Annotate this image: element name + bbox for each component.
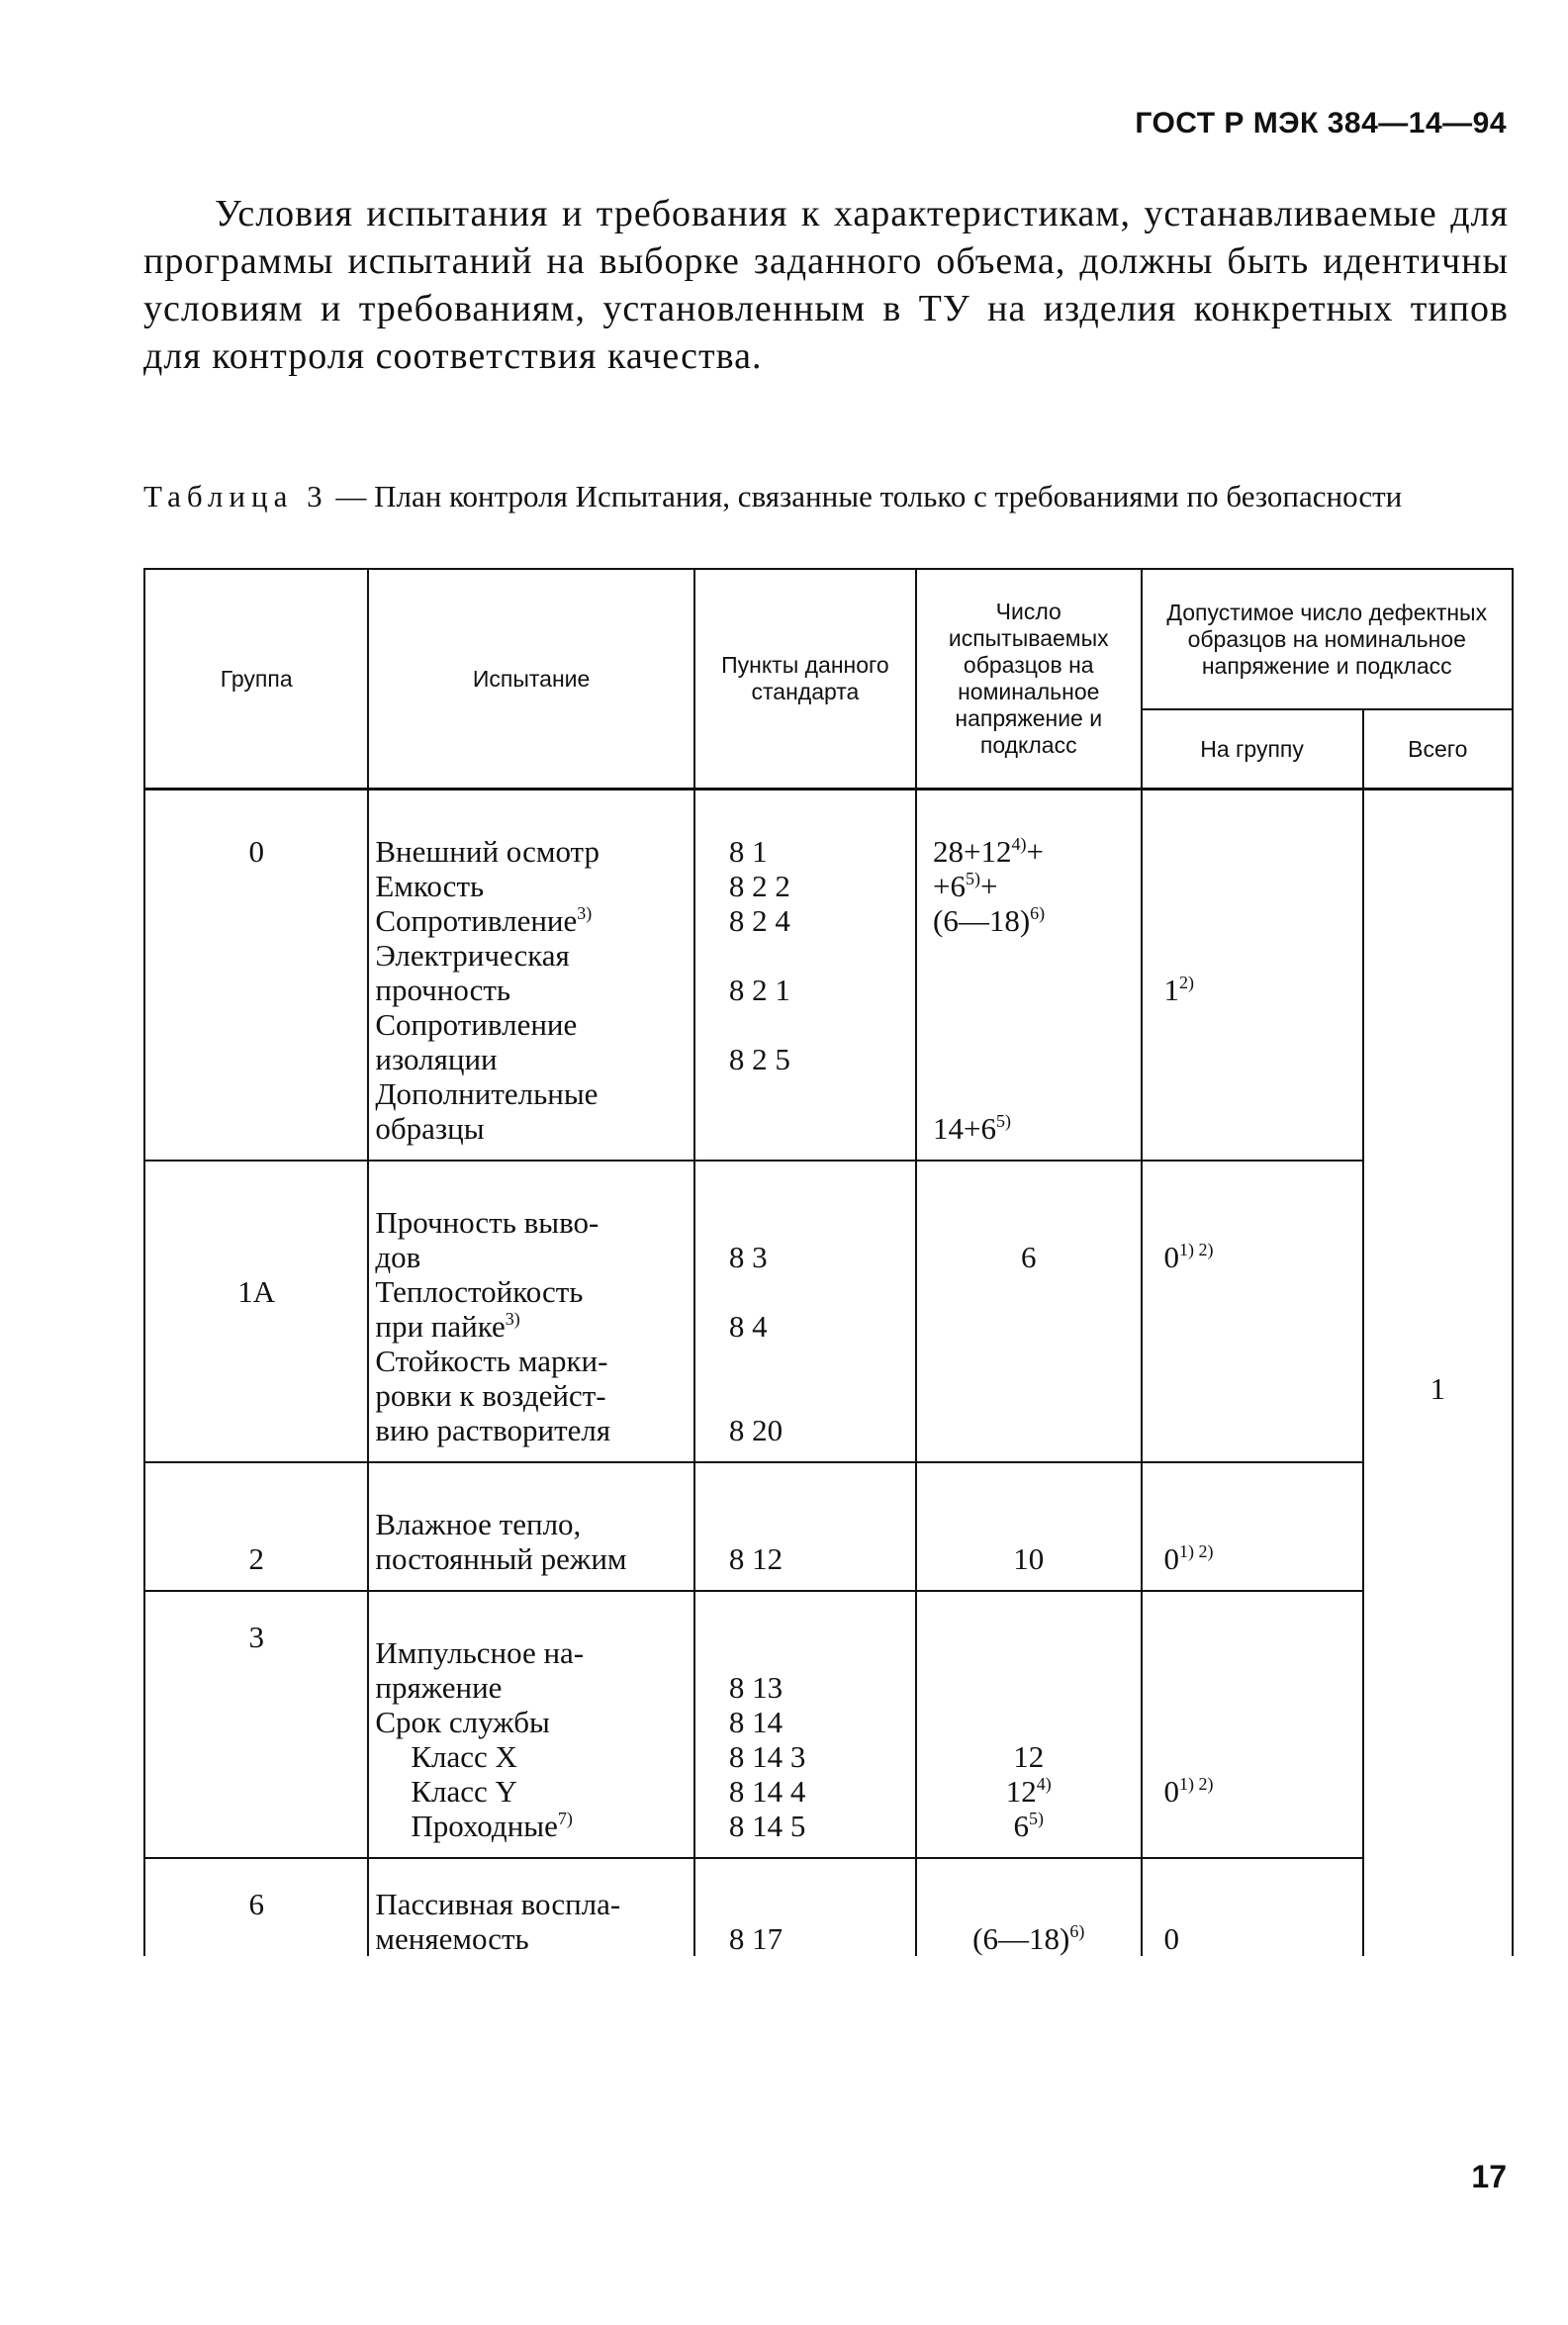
count-line: 6$^{5)}$ bbox=[1013, 1809, 1044, 1843]
test-line: Срок службы bbox=[375, 1705, 550, 1739]
header-sample-count: Число испытываемых образцов на номинальное напряжение и подкласс bbox=[916, 569, 1142, 790]
group-cell bbox=[144, 1591, 368, 1858]
group-cell bbox=[144, 1462, 368, 1591]
page-number: 17 bbox=[1471, 2159, 1507, 2194]
count-line: 12 bbox=[1013, 1739, 1045, 1774]
header-test: Испытание bbox=[368, 569, 693, 790]
footnote-ref: 1) 2) bbox=[1179, 1240, 1214, 1259]
defects-total-cell bbox=[1363, 790, 1513, 1957]
test-line: вию растворителя bbox=[375, 1413, 611, 1447]
footnote-ref: 2) bbox=[1179, 973, 1194, 992]
test-line: Дополнительные bbox=[375, 1076, 599, 1111]
footnote-ref: 5) bbox=[1029, 1809, 1044, 1828]
clauses-cell bbox=[694, 1591, 916, 1858]
defects-per-group-cell bbox=[1142, 1858, 1363, 1956]
defects-total-value: 1 bbox=[1430, 1370, 1446, 1406]
header-allowed-defects: Допустимое число дефектных образцов на номинальное напряжение и подкласс bbox=[1142, 569, 1514, 709]
sample-count-cell bbox=[916, 1462, 1142, 1591]
table-row-group-6 bbox=[144, 1858, 1513, 1956]
defect-line: $0^{1) 2)}$ bbox=[1163, 1541, 1214, 1576]
defects-per-group-cell bbox=[1142, 1161, 1363, 1462]
defects-per-group-cell bbox=[1142, 1591, 1363, 1858]
test-cell bbox=[368, 790, 693, 1162]
footnote-ref: 6) bbox=[1030, 903, 1046, 923]
header-clauses: Пункты данного стандарта bbox=[694, 569, 916, 790]
test-line: постоянный режим bbox=[375, 1541, 627, 1576]
clause-line: 8 4 bbox=[728, 1309, 768, 1344]
group-number: 2 bbox=[248, 1541, 264, 1576]
header-total: Всего bbox=[1363, 709, 1513, 790]
sample-count-cell bbox=[916, 1591, 1142, 1858]
defect-line: 0 bbox=[1163, 1921, 1179, 1956]
footnote-ref: 6) bbox=[1069, 1921, 1085, 1941]
test-cell bbox=[368, 1591, 693, 1858]
table-caption bbox=[143, 475, 1509, 518]
inspection-plan-table bbox=[143, 568, 1514, 1956]
count-line: $+6^{5)}+$ bbox=[933, 869, 998, 903]
footnote-ref: 3) bbox=[505, 1309, 520, 1329]
footnote-ref: 7) bbox=[557, 1809, 573, 1828]
defects-per-group-cell bbox=[1142, 1462, 1363, 1591]
clause-line: 8 17 bbox=[728, 1921, 784, 1956]
clause-line: 8 12 bbox=[728, 1541, 784, 1576]
test-line: Внешний осмотр bbox=[375, 834, 600, 869]
footnote-ref: 4) bbox=[1011, 834, 1027, 854]
test-line: Сопротивление bbox=[375, 1007, 578, 1042]
test-line: прочность bbox=[375, 973, 511, 1007]
clause-line: 8 20 bbox=[728, 1413, 784, 1447]
test-line: Теплостойкость bbox=[375, 1274, 584, 1309]
group-cell bbox=[144, 790, 368, 1162]
footnote-ref: 4) bbox=[1036, 1774, 1052, 1794]
table-row-group-0 bbox=[144, 790, 1513, 1162]
count-line: (6—18)$^{6)}$ bbox=[933, 903, 1046, 938]
clause-line: 8 2 4 bbox=[728, 903, 790, 938]
table-row-group-2 bbox=[144, 1462, 1513, 1591]
group-number: 0 bbox=[248, 834, 264, 869]
test-line: Влажное тепло, bbox=[375, 1507, 582, 1541]
footnote-ref: 1) 2) bbox=[1179, 1774, 1214, 1794]
test-line: Пассивная воспла- bbox=[375, 1887, 621, 1921]
clause-line: 8 14 3 bbox=[728, 1739, 806, 1774]
clause-line: 8 14 5 bbox=[728, 1809, 806, 1843]
clauses-cell bbox=[694, 1858, 916, 1956]
group-number: 6 bbox=[248, 1887, 264, 1921]
defects-per-group-cell bbox=[1142, 790, 1363, 1162]
table-row-group-1a bbox=[144, 1161, 1513, 1462]
count-line: (6—18)$^{6)}$ bbox=[972, 1921, 1085, 1956]
count-line: 12$^{4)}$ bbox=[1005, 1774, 1052, 1809]
clause-line: 8 14 4 bbox=[728, 1774, 806, 1809]
table-caption-label: Таблица 3 bbox=[143, 479, 328, 513]
sample-count-cell bbox=[916, 1858, 1142, 1956]
footnote-ref: 5) bbox=[995, 1111, 1011, 1131]
test-cell bbox=[368, 1858, 693, 1956]
test-line: меняемость bbox=[375, 1921, 529, 1956]
test-line: образцы bbox=[375, 1111, 485, 1146]
test-line: Класс X bbox=[411, 1739, 517, 1774]
clauses-cell bbox=[694, 1462, 916, 1591]
clause-line: 8 14 bbox=[728, 1705, 784, 1739]
count-line: $14+6^{5)}$ bbox=[933, 1111, 1011, 1146]
test-line: ровки к воздейст- bbox=[375, 1378, 606, 1413]
test-line: Импульсное на- bbox=[375, 1635, 585, 1670]
document-header: ГОСТ Р МЭК 384—14—94 bbox=[1135, 107, 1507, 140]
test-line: дов bbox=[375, 1240, 421, 1274]
clause-line: 8 2 1 bbox=[728, 973, 790, 1007]
defect-line: $0^{1) 2)}$ bbox=[1163, 1774, 1214, 1809]
footnote-ref: 1) 2) bbox=[1179, 1541, 1214, 1561]
clause-line: 8 2 5 bbox=[728, 1042, 790, 1076]
footnote-ref: 5) bbox=[965, 869, 980, 888]
sample-count-cell bbox=[916, 1161, 1142, 1462]
group-number: 3 bbox=[248, 1620, 264, 1654]
clause-line: 8 3 bbox=[728, 1240, 768, 1274]
clauses-cell bbox=[694, 1161, 916, 1462]
test-cell bbox=[368, 1462, 693, 1591]
defect-line: 1$^{2)}$ bbox=[1163, 973, 1194, 1007]
intro-text: Условия испытания и требования к характеристикам, устанавливаемые для программы испытаний на выборке заданного объема, должны быть идентичны условиям и требованиям, установленным в ТУ на изделия конкретных типов для контроля соответствия качества. bbox=[143, 193, 1509, 377]
header-group: Группа bbox=[144, 569, 368, 790]
clause-line: 8 2 2 bbox=[728, 869, 790, 903]
table-row-group-3 bbox=[144, 1591, 1513, 1858]
count-line: $28+12^{4)}+$ bbox=[933, 834, 1044, 869]
group-number: 1А bbox=[237, 1274, 276, 1309]
test-line: Сопротивление$^{3)}$ bbox=[375, 903, 593, 938]
test-line: Проходные$^{7)}$ bbox=[411, 1809, 573, 1843]
clause-line: 8 13 bbox=[728, 1670, 784, 1705]
test-line: Стойкость марки- bbox=[375, 1344, 608, 1378]
clauses-cell bbox=[694, 790, 916, 1162]
test-line: Электрическая bbox=[375, 938, 570, 973]
defect-line: $0^{1) 2)}$ bbox=[1163, 1240, 1214, 1274]
test-line: при пайке$^{3)}$ bbox=[375, 1309, 520, 1344]
group-cell bbox=[144, 1858, 368, 1956]
clause-line: 8 1 bbox=[728, 834, 768, 869]
intro-paragraph bbox=[143, 190, 1509, 380]
test-line: Класс Y bbox=[411, 1774, 517, 1809]
sample-count-cell bbox=[916, 790, 1142, 1162]
test-cell bbox=[368, 1161, 693, 1462]
test-line: Прочность выво- bbox=[375, 1205, 600, 1240]
group-cell bbox=[144, 1161, 368, 1462]
header-per-group: На группу bbox=[1142, 709, 1363, 790]
test-line: изоляции bbox=[375, 1042, 498, 1076]
test-line: пряжение bbox=[375, 1670, 503, 1705]
table-caption-text: — План контроля Испытания, связанные только с требованиями по безопасности bbox=[327, 479, 1403, 513]
count-line: 10 bbox=[1013, 1541, 1045, 1576]
footnote-ref: 3) bbox=[577, 903, 593, 923]
count-line: 6 bbox=[1021, 1240, 1037, 1274]
test-line: Емкость bbox=[375, 869, 485, 903]
